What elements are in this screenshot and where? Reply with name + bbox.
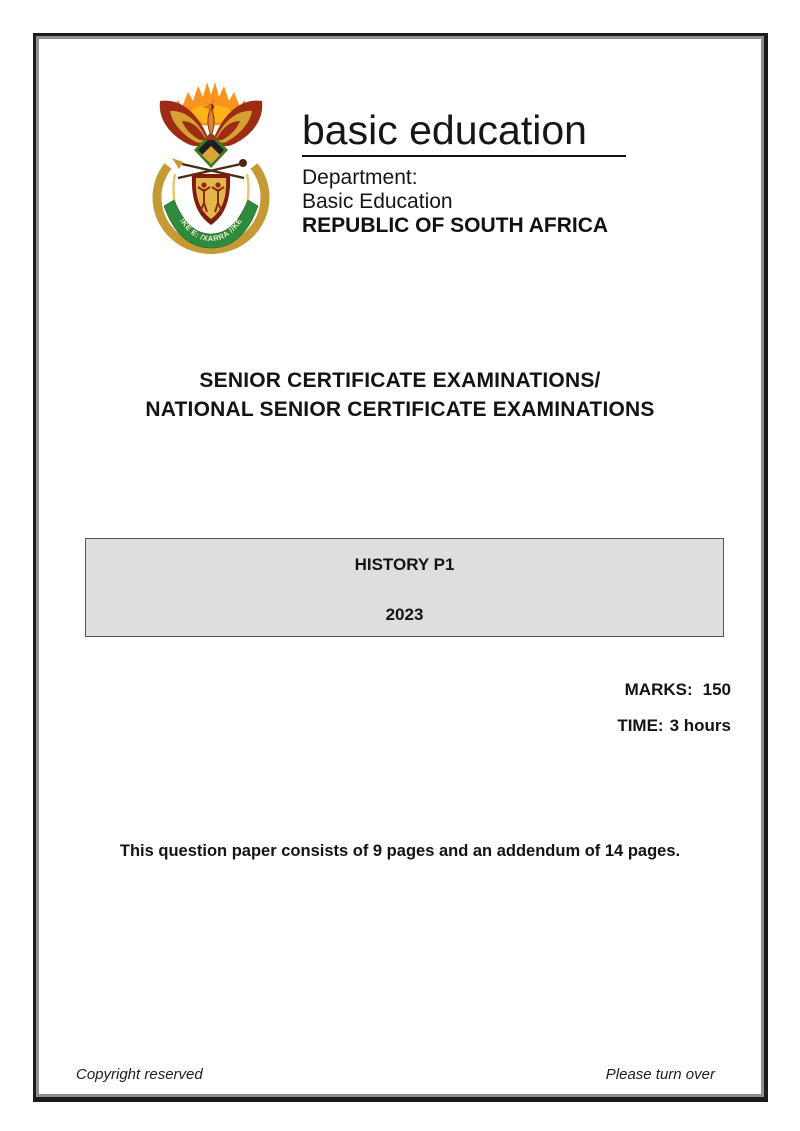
time-label: TIME: <box>617 716 664 735</box>
department-name: Basic Education <box>302 190 453 213</box>
time-value: 3 hours <box>669 716 731 735</box>
logo-wordmark: basic education <box>302 107 587 153</box>
marks-value: 150 <box>702 680 731 699</box>
department-logo-text <box>302 108 626 238</box>
coat-motto-text: !KE E: /XARRA //KE <box>178 216 244 244</box>
subject-name: HISTORY P1 <box>354 555 455 574</box>
exam-cover-page <box>33 33 768 1102</box>
turn-over-note: Please turn over <box>605 1066 715 1083</box>
sa-coat-of-arms-icon <box>148 74 274 262</box>
exam-title-line2: NATIONAL SENIOR CERTIFICATE EXAMINATIONS <box>145 398 655 421</box>
page-footer <box>76 1066 715 1083</box>
marks-time-block <box>617 680 731 735</box>
marks-label: MARKS: <box>624 680 693 699</box>
logo-underline <box>302 155 626 157</box>
subject-year: 2023 <box>385 605 424 624</box>
page-count-note: This question paper consists of 9 pages and an addendum of 14 pages. <box>119 842 681 860</box>
country-name: REPUBLIC OF SOUTH AFRICA <box>302 214 609 237</box>
exam-title-line1: SENIOR CERTIFICATE EXAMINATIONS/ <box>199 369 601 392</box>
time-line <box>617 716 731 735</box>
department-label: Department: <box>302 166 418 189</box>
subject-box <box>85 538 724 637</box>
marks-line <box>617 680 731 699</box>
exam-title <box>36 366 764 424</box>
shield-icon <box>192 174 230 225</box>
copyright-note: Copyright reserved <box>76 1066 203 1083</box>
